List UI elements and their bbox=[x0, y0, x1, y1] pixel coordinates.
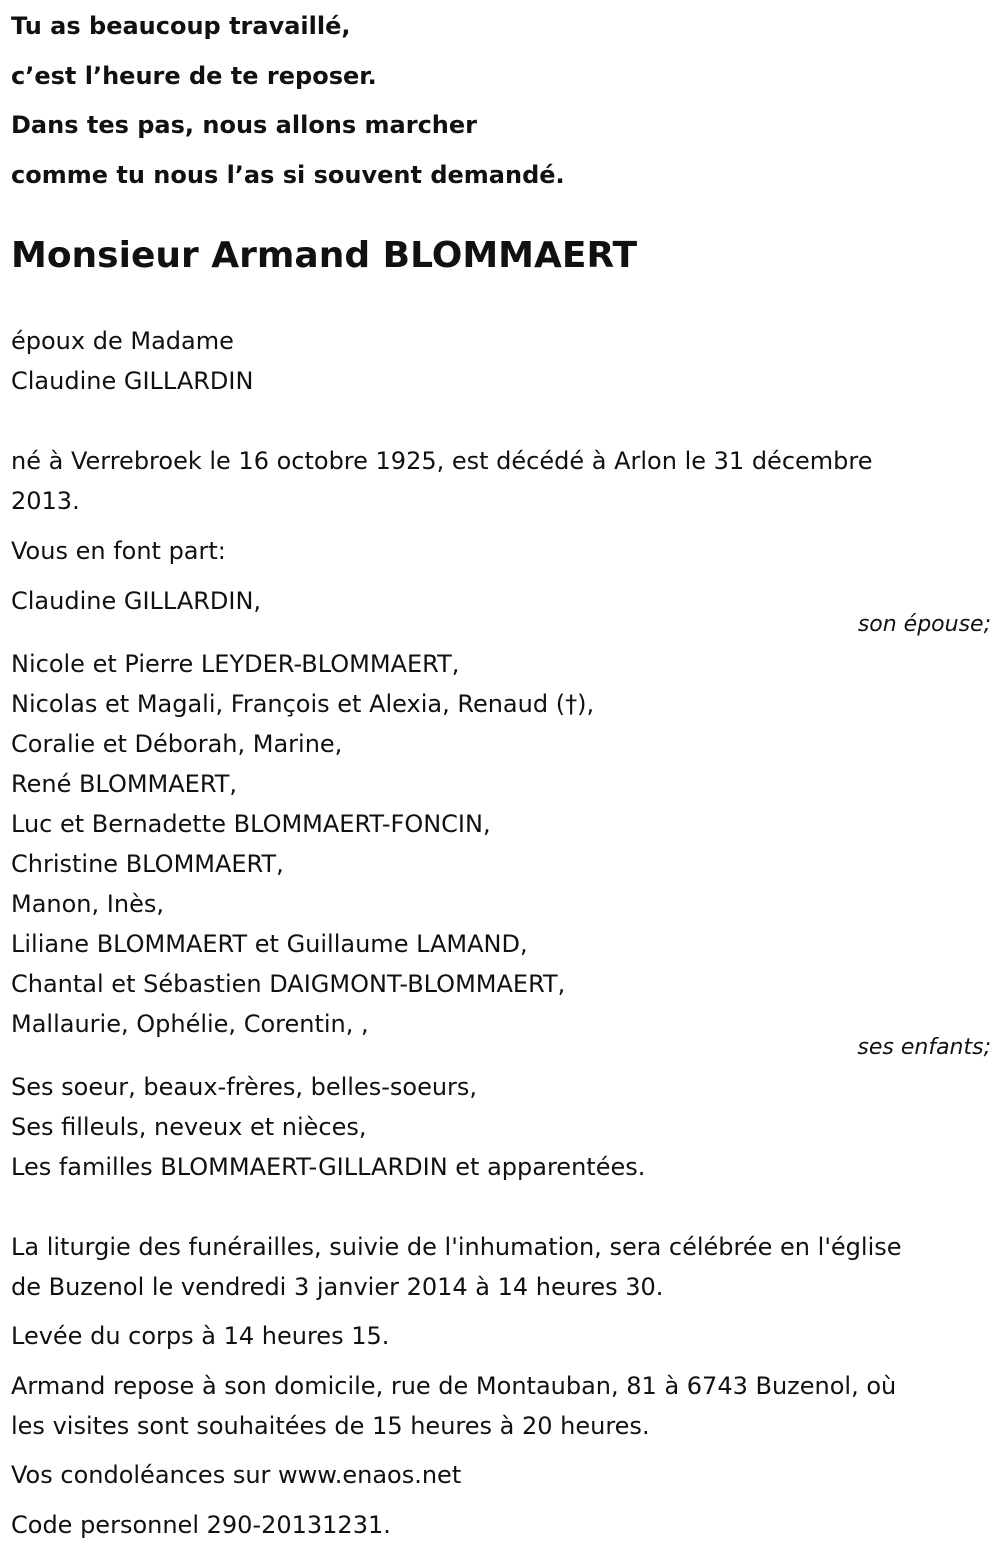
spouse-line: Claudine GILLARDIN bbox=[11, 367, 254, 395]
poem-line: Tu as beaucoup travaillé, bbox=[11, 12, 351, 40]
announcement-intro-text: Vous en font part: bbox=[11, 537, 226, 565]
list-item: Nicolas et Magali, François et Alexia, Renaud (†), bbox=[11, 690, 595, 718]
list-item: Christine BLOMMAERT, bbox=[11, 850, 284, 878]
repose-line: Armand repose à son domicile, rue de Montauban, 81 à 6743 Buzenol, où bbox=[11, 1372, 897, 1400]
spouse-role: son épouse; bbox=[857, 612, 991, 637]
liturgy-line: La liturgie des funérailles, suivie de l'inhumation, sera célébrée en l'église bbox=[11, 1233, 902, 1261]
list-item: Ses soeur, beaux-frères, belles-soeurs, bbox=[11, 1073, 478, 1101]
poem-line: Dans tes pas, nous allons marcher bbox=[11, 111, 477, 139]
liturgy-line: de Buzenol le vendredi 3 janvier 2014 à 14 heures 30. bbox=[11, 1273, 664, 1301]
list-item: Luc et Bernadette BLOMMAERT-FONCIN, bbox=[11, 810, 491, 838]
list-item: Coralie et Déborah, Marine, bbox=[11, 730, 343, 758]
liturgy-paragraph bbox=[11, 1227, 986, 1307]
personal-code bbox=[11, 1505, 986, 1545]
condolences-text: Vos condoléances sur www.enaos.net bbox=[11, 1461, 462, 1489]
children-list bbox=[11, 644, 986, 1044]
poem bbox=[11, 0, 991, 200]
poem-line: comme tu nous l’as si souvent demandé. bbox=[11, 160, 565, 189]
levee-text: Levée du corps à 14 heures 15. bbox=[11, 1322, 390, 1350]
list-item: Liliane BLOMMAERT et Guillaume LAMAND, bbox=[11, 930, 528, 958]
announcement-intro bbox=[11, 531, 986, 571]
spouse-block bbox=[11, 321, 986, 401]
condolences-paragraph bbox=[11, 1455, 986, 1495]
list-item: Chantal et Sébastien DAIGMONT-BLOMMAERT, bbox=[11, 970, 566, 998]
list-item: Mallaurie, Ophélie, Corentin, , bbox=[11, 1010, 369, 1038]
spouse-mention bbox=[11, 581, 986, 621]
birth-death-line: 2013. bbox=[11, 487, 80, 515]
spouse-mention-name: Claudine GILLARDIN, bbox=[11, 587, 262, 615]
birth-death-line: né à Verrebroek le 16 octobre 1925, est décédé à Arlon le 31 décembre bbox=[11, 447, 873, 475]
list-item: René BLOMMAERT, bbox=[11, 770, 238, 798]
levee-paragraph bbox=[11, 1316, 986, 1356]
poem-line: c’est l’heure de te reposer. bbox=[11, 61, 377, 90]
deceased-name: Monsieur Armand BLOMMAERT bbox=[11, 235, 638, 276]
obituary-page bbox=[11, 0, 991, 1539]
repose-paragraph bbox=[11, 1366, 986, 1446]
list-item: Les familles BLOMMAERT-GILLARDIN et apparentées. bbox=[11, 1153, 646, 1181]
spouse-line: époux de Madame bbox=[11, 327, 234, 355]
list-item: Nicole et Pierre LEYDER-BLOMMAERT, bbox=[11, 650, 460, 678]
list-item: Ses filleuls, neveux et nièces, bbox=[11, 1113, 367, 1141]
children-role: ses enfants; bbox=[857, 1035, 991, 1060]
list-item: Manon, Inès, bbox=[11, 890, 164, 918]
family-list bbox=[11, 1067, 986, 1187]
repose-line: les visites sont souhaitées de 15 heures à 20 heures. bbox=[11, 1412, 650, 1440]
personal-code-text: Code personnel 290-20131231. bbox=[11, 1511, 391, 1539]
birth-death-block bbox=[11, 441, 986, 521]
